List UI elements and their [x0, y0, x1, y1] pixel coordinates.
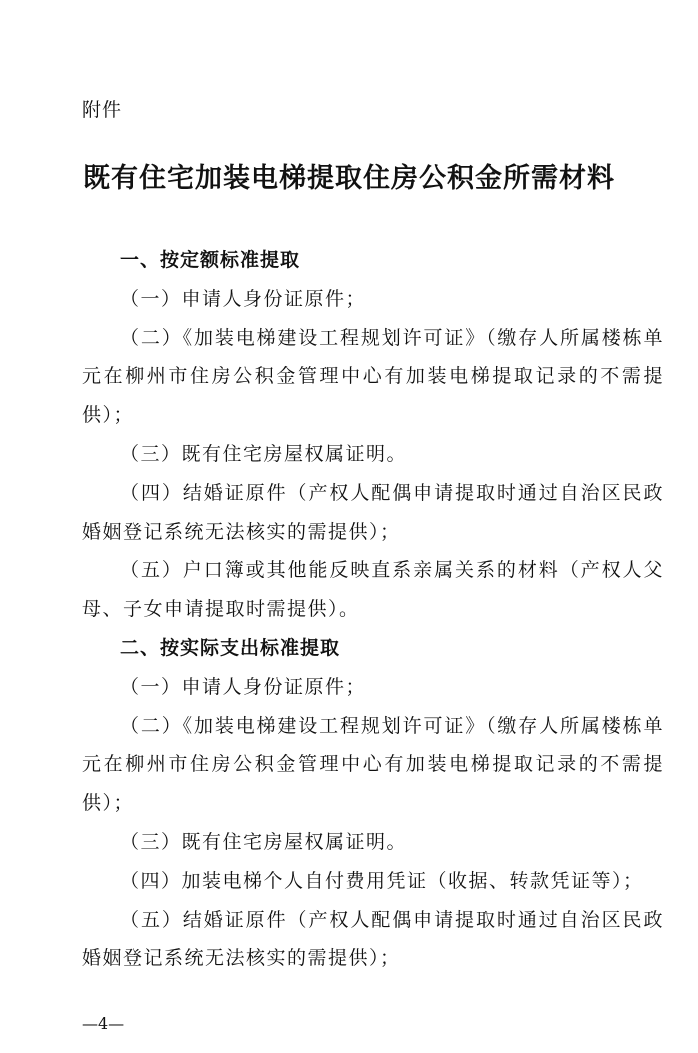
section1-item-5: （五）户口簿或其他能反映直系亲属关系的材料（产权人父母、子女申请提取时需提供）。: [82, 559, 664, 621]
section-heading-1: 一、按定额标准提取: [120, 249, 301, 271]
section2-item-3: （三）既有住宅房屋权属证明。: [120, 830, 408, 853]
section1-item-4: （四）结婚证原件（产权人配偶申请提取时通过自治区民政婚姻登记系统无法核实的需提供）；: [82, 481, 664, 543]
attachment-label: 附件: [82, 99, 123, 121]
section1-item-3: （三）既有住宅房屋权属证明。: [120, 442, 408, 465]
section2-item-2: （二）《加装电梯建设工程规划许可证》（缴存人所属楼栋单元在柳州市住房公积金管理中心有加装电梯提取记录的不需提供）；: [82, 714, 664, 815]
section2-item-5: （五）结婚证原件（产权人配偶申请提取时通过自治区民政婚姻登记系统无法核实的需提供）；: [82, 908, 664, 970]
section1-item-1: （一）申请人身份证原件；: [120, 287, 367, 310]
section-heading-2: 二、按实际支出标准提取: [120, 636, 341, 659]
section2-item-4: （四）加装电梯个人自付费用凭证（收据、转款凭证等）；: [120, 869, 644, 892]
page-number: —4—: [82, 1014, 125, 1033]
document-title: 既有住宅加装电梯提取住房公积金所需材料: [83, 163, 615, 194]
section1-item-2: （二）《加装电梯建设工程规划许可证》（缴存人所属楼栋单元在柳州市住房公积金管理中心有加装电梯提取记录的不需提供）；: [82, 326, 664, 427]
section2-item-1: （一）申请人身份证原件；: [120, 675, 367, 698]
document-body: [82, 241, 664, 978]
